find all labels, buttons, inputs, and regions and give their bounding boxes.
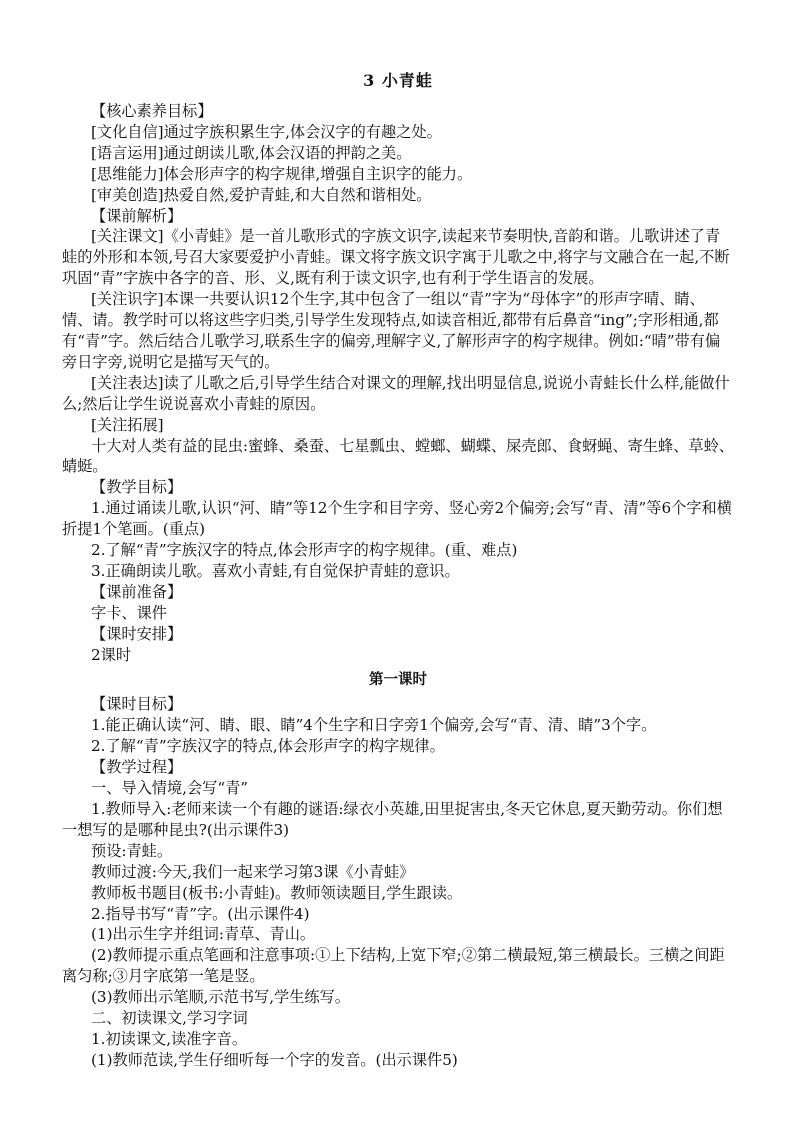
heading-teaching-goals: 【教学目标】 [91,478,183,497]
document-page [62,70,734,1071]
step-two-read: 1.初读课文,读准字音。 [91,1029,248,1048]
schedule-value: 2课时 [91,645,132,664]
label-extension-focus: [关注拓展] [91,415,164,434]
step-two-model: (1)教师范读,学生仔细听每一个字的发音。(出示课件5) [91,1050,458,1069]
lesson-title: 3 小青蛙 [363,71,433,90]
heading-period-goals: 【课时目标】 [91,695,183,714]
step-one-transition: 教师过渡:今天,我们一起来学习第3课《小青蛙》 [91,862,415,881]
heading-preparation: 【课前准备】 [91,582,183,601]
step-one-heading: 一、导入情境,会写“青” [91,779,249,798]
section-subtitle: 第一课时 [369,671,427,689]
step-one-strokes: (2)教师提示重点笔画和注意事项:①上下结构,上宽下窄;②第二横最短,第三横最长。三横之间距离匀称;③月字底第一笔是竖。 [62,946,725,986]
heading-core-goals: 【核心素养目标】 [91,102,213,120]
period-goal-1: 1.能正确认读“河、睛、眼、睛”4个生字和日字旁1个偏旁,会写“青、清、睛”3个字。 [91,716,657,735]
goal-thinking: [思维能力]体会形声字的构字规律,增强自主识字的能力。 [91,164,473,183]
goal-culture: [文化自信]通过字族积累生字,体会汉字的有趣之处。 [91,122,442,141]
step-one-preset: 预设:青蛙。 [91,841,173,860]
step-one-intro: 1.教师导入:老师来读一个有趣的谜语:绿衣小英雄,田里捉害虫,冬天它休息,夏天勤劳动。你们想一想写的是哪种昆虫?(出示课件3) [62,800,723,839]
step-one-board: 教师板书题目(板书:小青蛙)。教师领读题目,学生跟读。 [91,883,463,902]
teaching-goal-2: 2.了解“青”字族汉字的特点,体会形声字的构字规律。(重、难点) [91,541,518,560]
heading-schedule: 【课时安排】 [91,624,183,643]
step-one-practice: (3)教师出示笔顺,示范书写,学生练写。 [91,988,350,1007]
paragraph-insects: 十大对人类有益的昆虫:蜜蜂、桑蚕、七星瓢虫、螳螂、蝴蝶、屎壳郎、食蚜蝇、寄生蜂、草蛉、蜻蜓。 [62,436,734,476]
teaching-goal-1: 1.通过诵读儿歌,认识“河、睛”等12个生字和目字旁、竖心旁2个偏旁;会写“青、清”等6个字和横折提1个笔画。(重点) [62,499,732,539]
teaching-goal-3: 3.正确朗读儿歌。喜欢小青蛙,有自觉保护青蛙的意识。 [91,561,460,580]
step-one-writing: 2.指导书写“青”字。(出示课件4) [91,904,310,923]
goal-language: [语言运用]通过朗读儿歌,体会汉语的押韵之美。 [91,143,412,162]
paragraph-literacy-focus: [关注识字]本课一共要认识12个生字,其中包含了一组以“青”字为“母体字”的形声字晴、睛、情、请。教学时可以将这些字归类,引导学生发现特点,如读音相近,都带有后鼻音“ing”;字形相通,都有“青”字。然后结合儿歌学习,联系生字的偏旁,理解字义,了解形声字的构字规律。例如:“晴”带有偏旁日字旁,说明它是描写天气的。 [62,290,721,371]
heading-pre-analysis: 【课前解析】 [91,206,183,225]
heading-process: 【教学过程】 [91,758,183,777]
preparation-items: 字卡、课件 [91,603,167,622]
step-two-heading: 二、初读课文,学习字词 [91,1009,248,1028]
paragraph-expression-focus: [关注表达]读了儿歌之后,引导学生结合对课文的理解,找出明显信息,说说小青蛙长什么样,能做什么;然后让学生说说喜欢小青蛙的原因。 [62,373,730,413]
goal-aesthetic: [审美创造]热爱自然,爱护青蛙,和大自然和谐相处。 [91,185,432,204]
step-one-words: (1)出示生字并组词:青草、青山。 [91,925,316,944]
paragraph-text-focus: [关注课文]《小青蛙》是一首儿歌形式的字族文识字,读起来节奏明快,音韵和谐。儿歌讲述了青蛙的外形和本领,号召大家要爱护小青蛙。课文将字族文识字寓于儿歌之中,将字与文融合在一起,不断巩固“青”字族中各字的音、形、义,既有利于读文识字,也有利于学生语言的发展。 [62,227,730,288]
period-goal-2: 2.了解“青”字族汉字的特点,体会形声字的构字规律。 [91,737,445,756]
